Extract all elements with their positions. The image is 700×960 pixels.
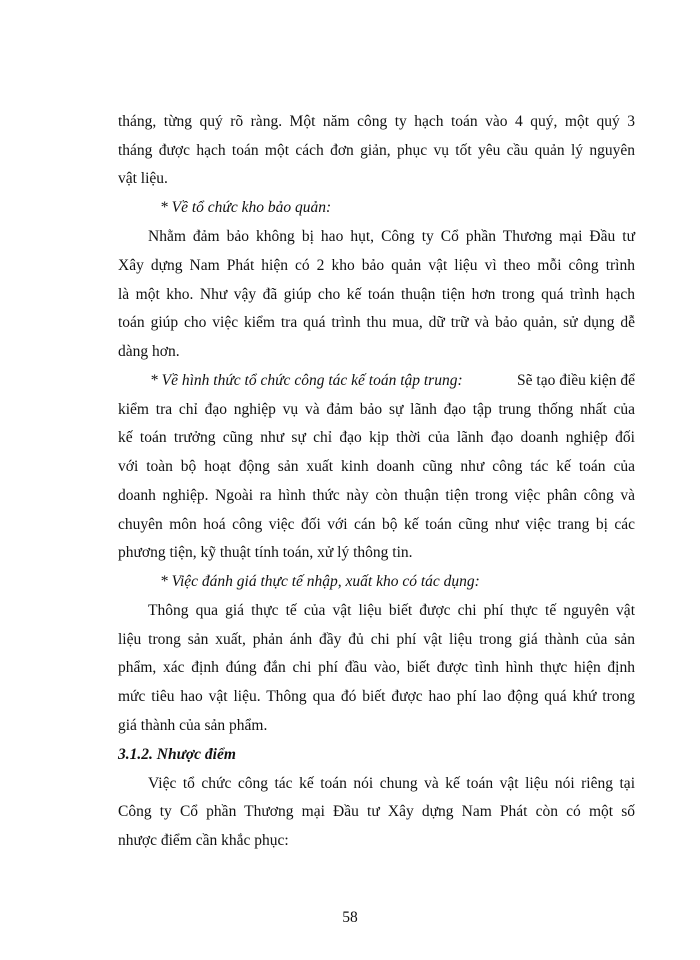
text-line: là một kho. Như vậy đã giúp cho kế toán thuận tiện hơn trong quá trình hạch <box>118 286 635 303</box>
text-line: với toàn bộ hoạt động sản xuất kinh doanh cũng như công tác kế toán của <box>118 458 635 475</box>
text-line-mixed <box>150 371 635 391</box>
subsection-title: 3.1.2. Nhược điểm <box>118 746 236 763</box>
section-heading: * Việc đánh giá thực tế nhập, xuất kho có tác dụng: <box>160 573 480 590</box>
text-line: doanh nghiệp. Ngoài ra hình thức này còn thuận tiện trong việc phân công và <box>118 487 635 504</box>
text-line: Nhằm đảm bảo không bị hao hụt, Công ty Cổ phần Thương mại Đầu tư <box>148 228 635 245</box>
text-line: phương tiện, kỹ thuật tính toán, xử lý thông tin. <box>118 544 413 561</box>
text-line: nhược điểm cần khắc phục: <box>118 832 289 849</box>
text-line: Thông qua giá thực tế của vật liệu biết được chi phí thực tế nguyên vật <box>148 602 635 619</box>
text-line: mức tiêu hao vật liệu. Thông qua đó biết được hao phí lao động quá khứ trong <box>118 688 635 705</box>
text-line: dàng hơn. <box>118 343 180 360</box>
text-line: phẩm, xác định đúng đắn chi phí đầu vào, biết được tình hình thực hiện định <box>118 659 635 676</box>
text-line: Xây dựng Nam Phát hiện có 2 kho bảo quản vật liệu vì theo mỗi công trình <box>118 257 635 274</box>
section-heading: * Về tổ chức kho bảo quản: <box>160 199 332 216</box>
text-line: vật liệu. <box>118 170 168 187</box>
text-line: toán giúp cho việc kiểm tra quá trình thu mua, dữ trữ và bảo quản, sử dụng dễ <box>118 314 635 331</box>
text-run: Sẽ tạo điều kiện để <box>517 372 635 389</box>
page-number: 58 <box>342 909 358 926</box>
text-line: liệu trong sản xuất, phản ánh đầy đủ chi phí vật liệu trong giá thành của sản <box>118 631 635 648</box>
text-line: kiểm tra chỉ đạo nghiệp vụ và đảm bảo sự lãnh đạo tập trung thống nhất của <box>118 401 635 418</box>
text-line: chuyên môn hoá công việc đối với cán bộ kế toán cũng như việc trang bị các <box>118 516 635 533</box>
text-line: tháng được hạch toán một cách đơn giản, phục vụ tốt yêu cầu quản lý nguyên <box>118 142 635 159</box>
section-heading: * Về hình thức tổ chức công tác kế toán tập trung: <box>150 372 463 389</box>
text-line: kế toán trưởng cũng như sự chỉ đạo kịp thời của lãnh đạo doanh nghiệp đối <box>118 429 635 446</box>
text-line: giá thành của sản phẩm. <box>118 717 268 734</box>
text-line: Việc tổ chức công tác kế toán nói chung và kế toán vật liệu nói riêng tại <box>148 775 635 792</box>
text-line: Công ty Cổ phần Thương mại Đầu tư Xây dựng Nam Phát còn có một số <box>118 803 635 820</box>
text-line: tháng, từng quý rõ ràng. Một năm công ty hạch toán vào 4 quý, một quý 3 <box>118 113 635 130</box>
